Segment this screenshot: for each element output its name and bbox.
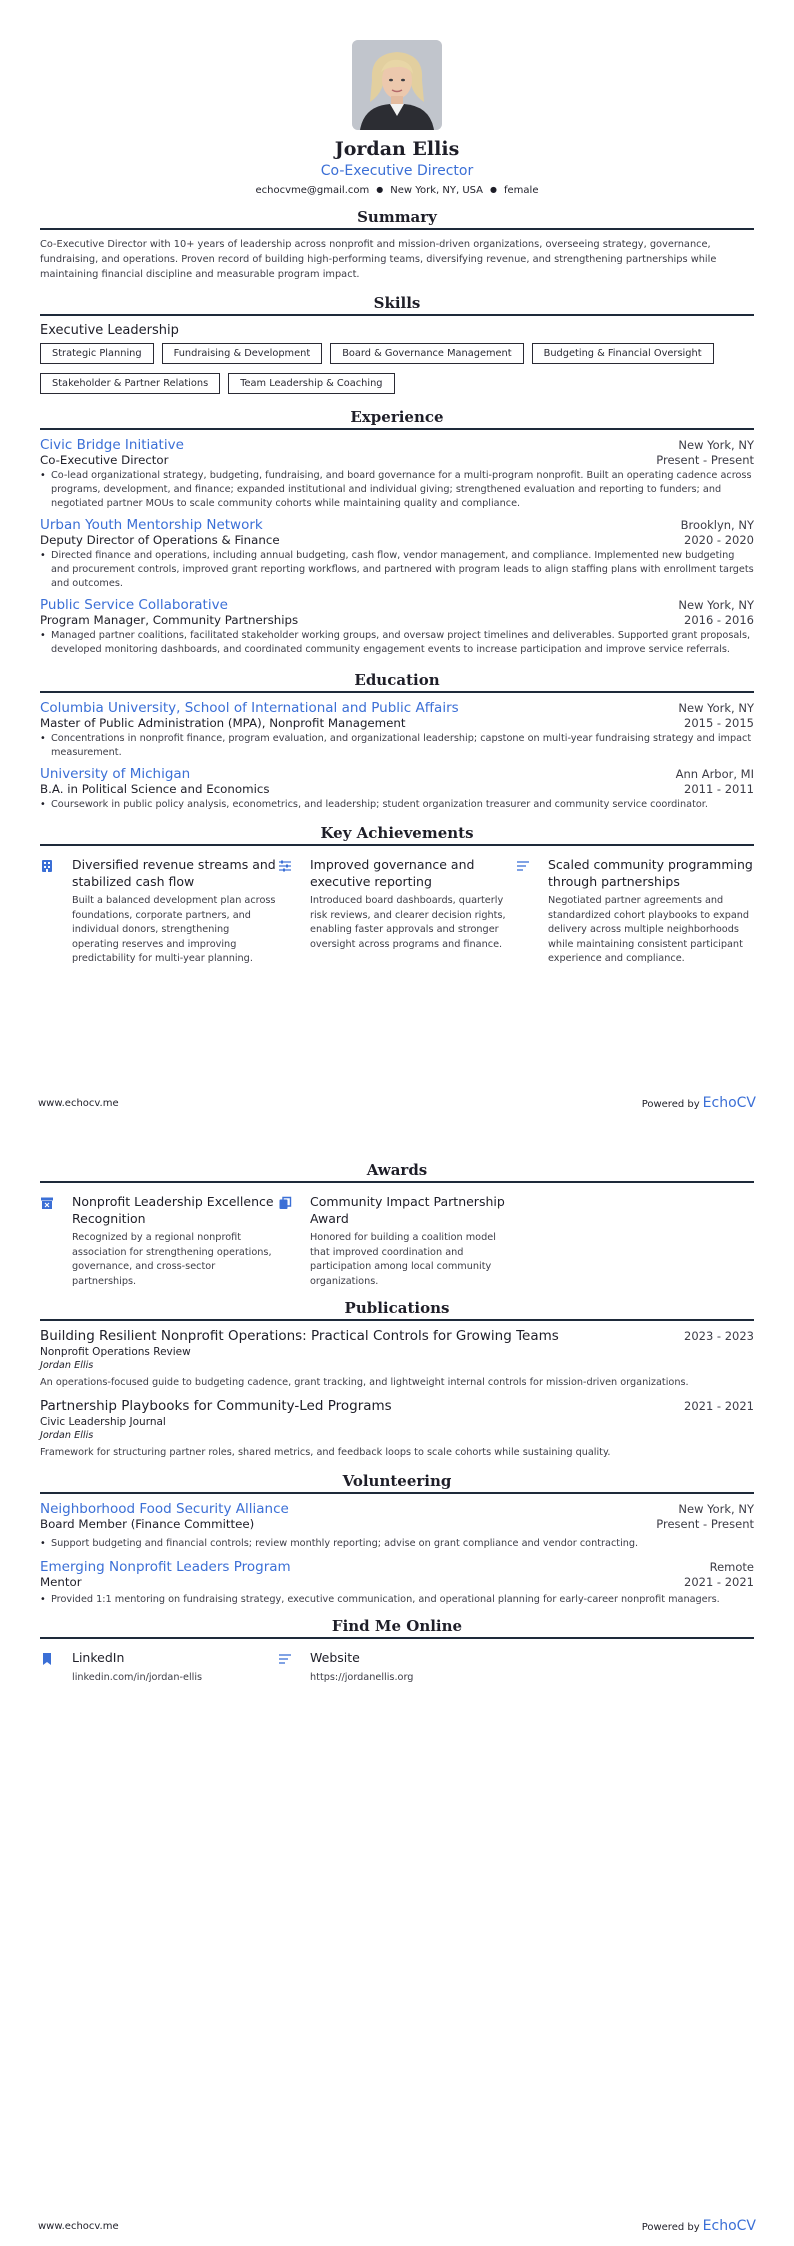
volunteering-bullet: • Support budgeting and financial controls; review monthly reporting; advise on grant compliance and vendor contracting.: [40, 1537, 754, 1551]
location-text: New York, NY, USA: [390, 185, 484, 196]
award-card: [40, 1190, 278, 1289]
contact-line: echocvme@gmail.com ● New York, NY, USA ● female: [255, 185, 539, 196]
achievement-title: Diversified revenue streams and stabilized cash flow: [72, 857, 276, 889]
footer-site-link[interactable]: www.echocv.me: [38, 2220, 119, 2232]
experience-bullet: • Managed partner coalitions, facilitated stakeholder working groups, and oversaw project timelines and deliverables. Supported grant proposals, developed monitoring dashboards, and coordinated community engagement events to increase participation and improve service referrals.: [40, 629, 754, 657]
education-dates: 2011 - 2011: [684, 782, 754, 796]
education-degree: Master of Public Administration (MPA), Nonprofit Management: [40, 716, 406, 730]
achievement-desc: Built a balanced development plan across foundations, corporate partners, and individual donors, strengthening operating reserves and improving predictability for multi-year planning.: [72, 895, 276, 964]
gender-text: female: [504, 185, 539, 196]
experience-location: Brooklyn, NY: [680, 518, 754, 532]
powered-by: [642, 2218, 756, 2234]
experience-location: New York, NY: [678, 598, 754, 612]
education-degree: B.A. in Political Science and Economics: [40, 782, 270, 796]
award-desc: Recognized by a regional nonprofit association for strengthening operations, governance, and cross-sector partnerships.: [72, 1232, 272, 1287]
volunteering-entry: [40, 1501, 754, 1551]
publication-publisher: Civic Leadership Journal: [40, 1416, 166, 1428]
volunteering-role: Mentor: [40, 1575, 82, 1589]
skill-chip: Fundraising & Development: [162, 343, 323, 364]
bookmark-icon: [40, 1649, 62, 1683]
education-entry: [40, 766, 754, 812]
skills-list: [40, 343, 754, 394]
achievements-heading: Key Achievements: [40, 824, 754, 846]
skills-heading: Skills: [40, 294, 754, 316]
volunteering-dates: Present - Present: [656, 1517, 754, 1531]
building-icon: [40, 856, 62, 967]
experience-location: New York, NY: [678, 438, 754, 452]
education-bullet: • Coursework in public policy analysis, econometrics, and leadership; student organization treasurer and community service coordinator.: [40, 798, 754, 812]
resume-header: [0, 0, 794, 196]
avatar: [352, 40, 442, 130]
award-card: [278, 1190, 516, 1289]
archive-icon: [40, 1193, 62, 1289]
volunteering-org: Emerging Nonprofit Leaders Program: [40, 1559, 291, 1575]
experience-heading: Experience: [40, 408, 754, 430]
education-location: New York, NY: [678, 701, 754, 715]
experience-entry: [40, 597, 754, 657]
awards-heading: Awards: [40, 1161, 754, 1183]
publication-publisher: Nonprofit Operations Review: [40, 1346, 191, 1358]
volunteering-dates: 2021 - 2021: [684, 1575, 754, 1589]
summary-text: Co-Executive Director with 10+ years of leadership across nonprofit and mission-driven organizations, overseeing strategy, governance, fundraising, and operations. Proven record of building high-performing teams, diversifying revenue, and strengthening partnerships while maintaining financial discipline and measurable program impact.: [40, 239, 717, 280]
publication-entry: [40, 1328, 754, 1388]
online-list: [40, 1646, 754, 1683]
achievement-card: [516, 853, 754, 967]
achievements-list: [40, 853, 754, 967]
experience-org: Civic Bridge Initiative: [40, 437, 184, 453]
education-heading: Education: [40, 671, 754, 693]
experience-bullet: • Co-lead organizational strategy, budgeting, fundraising, and board governance for a multi-program nonprofit. Built an operating cadence across programs, development, and finance; expanded institutional and individual giving; strengthened evaluation and reporting to funders; and negotiated partner MOUs to scale community cohorts while maintaining quality and compliance.: [40, 469, 754, 511]
copy-icon: [278, 1193, 300, 1289]
volunteering-heading: Volunteering: [40, 1472, 754, 1494]
brand-logo[interactable]: EchoCV: [702, 1095, 756, 1111]
online-label: LinkedIn: [72, 1650, 125, 1665]
skill-chip: Team Leadership & Coaching: [228, 373, 394, 394]
candidate-name: Jordan Ellis: [334, 138, 460, 160]
website-link[interactable]: https://jordanellis.org: [310, 1672, 414, 1683]
experience-dates: Present - Present: [656, 453, 754, 467]
skill-chip: Board & Governance Management: [330, 343, 523, 364]
skill-group-title: Executive Leadership: [40, 323, 179, 338]
skill-chip: Stakeholder & Partner Relations: [40, 373, 220, 394]
volunteering-bullet: • Provided 1:1 mentoring on fundraising strategy, executive communication, and operational planning for early-career nonprofit managers.: [40, 1593, 754, 1607]
publication-author: Jordan Ellis: [40, 1360, 94, 1371]
achievement-title: Improved governance and executive reporting: [310, 857, 475, 889]
achievement-desc: Negotiated partner agreements and standardized cohort playbooks to expand delivery across multiple neighborhoods while maintaining consistent participant experience and compliance.: [548, 895, 750, 964]
publication-desc: Framework for structuring partner roles, shared metrics, and feedback loops to scale cohorts while sustaining quality.: [40, 1447, 611, 1458]
publication-dates: 2023 - 2023: [684, 1329, 754, 1343]
candidate-title: Co-Executive Director: [320, 163, 474, 179]
volunteering-org: Neighborhood Food Security Alliance: [40, 1501, 289, 1517]
online-card: [278, 1646, 516, 1683]
award-desc: Honored for building a coalition model that improved coordination and participation among local community organizations.: [310, 1232, 496, 1287]
powered-by-label: Powered by: [641, 2222, 700, 2233]
online-card: [40, 1646, 278, 1683]
education-location: Ann Arbor, MI: [675, 767, 754, 781]
experience-dates: 2020 - 2020: [684, 533, 754, 547]
sliders-icon: [278, 856, 300, 967]
education-school: University of Michigan: [40, 766, 191, 782]
publication-entry: [40, 1398, 754, 1458]
publication-title: Building Resilient Nonprofit Operations: Practical Controls for Growing Teams: [40, 1328, 559, 1344]
page-footer: [38, 2206, 756, 2246]
volunteering-location: Remote: [709, 1560, 754, 1574]
experience-dates: 2016 - 2016: [684, 613, 754, 627]
volunteering-role: Board Member (Finance Committee): [40, 1517, 255, 1531]
lines-icon: [516, 856, 538, 967]
powered-by-label: Powered by: [641, 1099, 700, 1110]
brand-logo[interactable]: EchoCV: [702, 2218, 756, 2234]
education-school: Columbia University, School of International and Public Affairs: [40, 700, 459, 716]
education-entry: [40, 700, 754, 760]
award-title: Nonprofit Leadership Excellence Recognition: [72, 1194, 274, 1226]
publications-heading: Publications: [40, 1299, 754, 1321]
email-text[interactable]: echocvme@gmail.com: [255, 185, 370, 196]
education-bullet: • Concentrations in nonprofit finance, program evaluation, and organizational leadership; capstone on multi-year fundraising strategy and impact measurement.: [40, 732, 754, 760]
award-title: Community Impact Partnership Award: [310, 1194, 505, 1226]
experience-entry: [40, 437, 754, 511]
publication-desc: An operations-focused guide to budgeting cadence, grant tracking, and lightweight internal controls for mission-driven organizations.: [40, 1377, 689, 1388]
resume-page-2: [0, 1123, 794, 2246]
experience-role: Deputy Director of Operations & Finance: [40, 533, 280, 547]
online-label: Website: [310, 1650, 360, 1665]
linkedin-link[interactable]: linkedin.com/in/jordan-ellis: [72, 1672, 203, 1683]
volunteering-location: New York, NY: [678, 1502, 754, 1516]
summary-heading: Summary: [40, 208, 754, 230]
online-heading: Find Me Online: [40, 1617, 754, 1639]
page-footer: [38, 1083, 756, 1123]
footer-site-link[interactable]: www.echocv.me: [38, 1097, 119, 1109]
awards-list: [40, 1190, 754, 1289]
experience-org: Urban Youth Mentorship Network: [40, 517, 263, 533]
lines-icon: [278, 1649, 300, 1683]
experience-entry: [40, 517, 754, 591]
publication-dates: 2021 - 2021: [684, 1399, 754, 1413]
skill-chip: Budgeting & Financial Oversight: [532, 343, 714, 364]
publication-author: Jordan Ellis: [40, 1430, 94, 1441]
experience-role: Co-Executive Director: [40, 453, 169, 467]
publication-title: Partnership Playbooks for Community-Led Programs: [40, 1398, 392, 1414]
achievement-title: Scaled community programming through partnerships: [548, 857, 753, 889]
volunteering-entry: [40, 1559, 754, 1607]
experience-role: Program Manager, Community Partnerships: [40, 613, 299, 627]
achievement-card: [40, 853, 278, 967]
experience-org: Public Service Collaborative: [40, 597, 228, 613]
education-dates: 2015 - 2015: [684, 716, 754, 730]
achievement-card: [278, 853, 516, 967]
powered-by: [642, 1095, 756, 1111]
achievement-desc: Introduced board dashboards, quarterly risk reviews, and clearer decision rights, enabling faster approvals and stronger oversight across programs and finance.: [310, 895, 506, 950]
skill-chip: Strategic Planning: [40, 343, 154, 364]
experience-bullet: • Directed finance and operations, including annual budgeting, cash flow, vendor management, and compliance. Implemented new budgeting and procurement controls, improved grant reporting workflows, and partnered with program leads to align staffing plans with enrollment targets and outcomes.: [40, 549, 754, 591]
